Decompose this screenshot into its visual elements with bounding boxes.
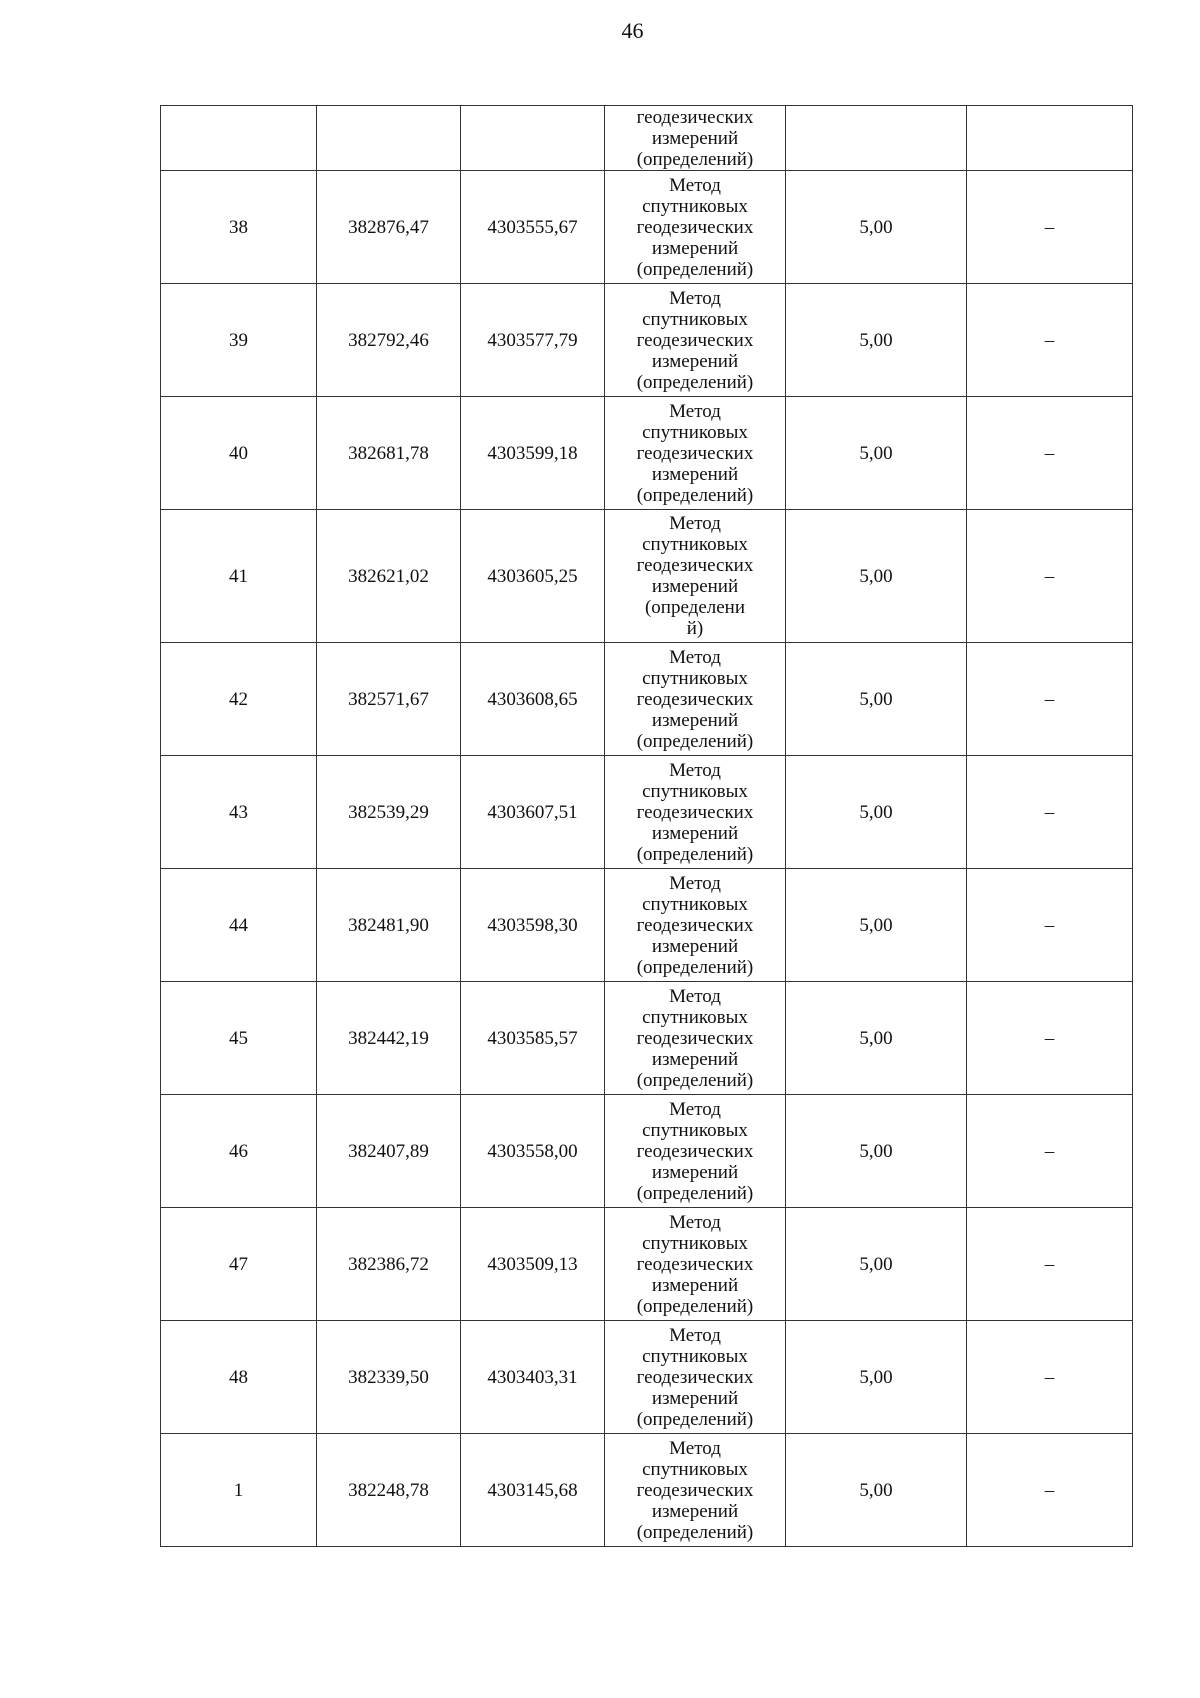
method-line: спутниковых bbox=[642, 1345, 748, 1367]
method-line: (определений) bbox=[636, 371, 754, 393]
point-number-cell: 43 bbox=[161, 756, 317, 869]
point-number-cell: 47 bbox=[161, 1208, 317, 1321]
accuracy-cell: 5,00 bbox=[786, 1434, 967, 1547]
x-coordinate-cell bbox=[317, 106, 461, 171]
method-line: спутниковых bbox=[642, 1458, 748, 1480]
method-line: Метод bbox=[669, 646, 721, 668]
method-line: измерений bbox=[651, 128, 739, 149]
method-line: измерений bbox=[651, 463, 739, 485]
method-line: Метод bbox=[669, 174, 721, 196]
method-line: измерений bbox=[651, 576, 739, 597]
note-cell: – bbox=[967, 982, 1133, 1095]
y-coordinate-cell: 4303599,18 bbox=[461, 397, 605, 510]
y-coordinate-cell: 4303555,67 bbox=[461, 171, 605, 284]
y-coordinate-cell: 4303577,79 bbox=[461, 284, 605, 397]
table-row bbox=[161, 1321, 1133, 1434]
method-line: измерений bbox=[651, 1161, 739, 1183]
x-coordinate-cell: 382792,46 bbox=[317, 284, 461, 397]
point-number-cell bbox=[161, 106, 317, 171]
x-coordinate-cell: 382339,50 bbox=[317, 1321, 461, 1434]
method-line: геодезических bbox=[636, 1366, 754, 1388]
method-cell bbox=[605, 1208, 786, 1321]
method-line: Метод bbox=[669, 287, 721, 309]
method-cell bbox=[605, 171, 786, 284]
method-line: геодезических bbox=[636, 216, 754, 238]
y-coordinate-cell: 4303509,13 bbox=[461, 1208, 605, 1321]
note-cell: – bbox=[967, 510, 1133, 643]
point-number-cell: 39 bbox=[161, 284, 317, 397]
method-line: геодезических bbox=[636, 555, 754, 576]
table-row bbox=[161, 982, 1133, 1095]
point-number-cell: 1 bbox=[161, 1434, 317, 1547]
method-line: геодезических bbox=[636, 801, 754, 823]
table-row bbox=[161, 171, 1133, 284]
method-line: (определений) bbox=[636, 956, 754, 978]
method-line: (определений) bbox=[636, 149, 754, 170]
note-cell bbox=[967, 106, 1133, 171]
x-coordinate-cell: 382442,19 bbox=[317, 982, 461, 1095]
method-line: (определений) bbox=[636, 1069, 754, 1091]
note-cell: – bbox=[967, 1208, 1133, 1321]
point-number-cell: 41 bbox=[161, 510, 317, 643]
accuracy-cell: 5,00 bbox=[786, 1321, 967, 1434]
method-line: Метод bbox=[669, 872, 721, 894]
point-number-cell: 40 bbox=[161, 397, 317, 510]
table-row bbox=[161, 397, 1133, 510]
method-line: измерений bbox=[651, 1387, 739, 1409]
method-line: спутниковых bbox=[642, 667, 748, 689]
point-number-cell: 48 bbox=[161, 1321, 317, 1434]
table-row-continued bbox=[161, 106, 1133, 171]
accuracy-cell bbox=[786, 106, 967, 171]
method-cell bbox=[605, 982, 786, 1095]
point-number-cell: 46 bbox=[161, 1095, 317, 1208]
table-row bbox=[161, 510, 1133, 643]
y-coordinate-cell: 4303145,68 bbox=[461, 1434, 605, 1547]
method-line: (определений) bbox=[636, 1295, 754, 1317]
method-line: геодезических bbox=[636, 1479, 754, 1501]
method-line: (определений) bbox=[636, 1182, 754, 1204]
note-cell: – bbox=[967, 869, 1133, 982]
note-cell: – bbox=[967, 171, 1133, 284]
method-line: спутниковых bbox=[642, 780, 748, 802]
accuracy-cell: 5,00 bbox=[786, 1208, 967, 1321]
accuracy-cell: 5,00 bbox=[786, 643, 967, 756]
method-cell bbox=[605, 1321, 786, 1434]
y-coordinate-cell: 4303598,30 bbox=[461, 869, 605, 982]
method-line: (определений) bbox=[636, 843, 754, 865]
method-cell bbox=[605, 643, 786, 756]
table-row bbox=[161, 1434, 1133, 1547]
x-coordinate-cell: 382248,78 bbox=[317, 1434, 461, 1547]
method-line: спутниковых bbox=[642, 534, 748, 555]
note-cell: – bbox=[967, 1321, 1133, 1434]
method-line: спутниковых bbox=[642, 1119, 748, 1141]
table-row bbox=[161, 284, 1133, 397]
method-cell bbox=[605, 756, 786, 869]
method-line: геодезических bbox=[636, 1140, 754, 1162]
accuracy-cell: 5,00 bbox=[786, 171, 967, 284]
method-line: измерений bbox=[651, 1274, 739, 1296]
method-line: геодезических bbox=[636, 442, 754, 464]
method-line: Метод bbox=[669, 1437, 721, 1459]
method-line: геодезических bbox=[636, 914, 754, 936]
method-cell bbox=[605, 1434, 786, 1547]
coordinates-table-body bbox=[161, 106, 1133, 1547]
x-coordinate-cell: 382571,67 bbox=[317, 643, 461, 756]
method-line: измерений bbox=[651, 237, 739, 259]
note-cell: – bbox=[967, 756, 1133, 869]
method-line: Метод bbox=[669, 1324, 721, 1346]
method-cell bbox=[605, 1095, 786, 1208]
x-coordinate-cell: 382407,89 bbox=[317, 1095, 461, 1208]
accuracy-cell: 5,00 bbox=[786, 982, 967, 1095]
note-cell: – bbox=[967, 1434, 1133, 1547]
y-coordinate-cell: 4303403,31 bbox=[461, 1321, 605, 1434]
method-line: Метод bbox=[669, 1098, 721, 1120]
accuracy-cell: 5,00 bbox=[786, 869, 967, 982]
accuracy-cell: 5,00 bbox=[786, 1095, 967, 1208]
y-coordinate-cell bbox=[461, 106, 605, 171]
method-line: (определений) bbox=[636, 1408, 754, 1430]
x-coordinate-cell: 382386,72 bbox=[317, 1208, 461, 1321]
point-number-cell: 45 bbox=[161, 982, 317, 1095]
method-line: измерений bbox=[651, 709, 739, 731]
y-coordinate-cell: 4303608,65 bbox=[461, 643, 605, 756]
method-line: й) bbox=[686, 618, 704, 639]
accuracy-cell: 5,00 bbox=[786, 397, 967, 510]
table-row bbox=[161, 643, 1133, 756]
accuracy-cell: 5,00 bbox=[786, 510, 967, 643]
method-line: (определений) bbox=[636, 1521, 754, 1543]
method-line: спутниковых bbox=[642, 1232, 748, 1254]
method-line: Метод bbox=[669, 400, 721, 422]
method-line: геодезических bbox=[636, 329, 754, 351]
method-line: измерений bbox=[651, 1500, 739, 1522]
note-cell: – bbox=[967, 1095, 1133, 1208]
y-coordinate-cell: 4303605,25 bbox=[461, 510, 605, 643]
x-coordinate-cell: 382539,29 bbox=[317, 756, 461, 869]
method-line: спутниковых bbox=[642, 421, 748, 443]
point-number-cell: 44 bbox=[161, 869, 317, 982]
table-row bbox=[161, 1095, 1133, 1208]
table-row bbox=[161, 869, 1133, 982]
method-line: геодезических bbox=[636, 1027, 754, 1049]
method-line: Метод bbox=[669, 759, 721, 781]
method-line: измерений bbox=[651, 1048, 739, 1070]
method-line: (определений) bbox=[636, 258, 754, 280]
y-coordinate-cell: 4303585,57 bbox=[461, 982, 605, 1095]
method-line: геодезических bbox=[636, 107, 754, 128]
method-cell bbox=[605, 397, 786, 510]
method-line: (определений) bbox=[636, 484, 754, 506]
method-line: геодезических bbox=[636, 1253, 754, 1275]
method-line: геодезических bbox=[636, 688, 754, 710]
table-row bbox=[161, 1208, 1133, 1321]
method-line: измерений bbox=[651, 822, 739, 844]
method-cell bbox=[605, 106, 786, 171]
method-line: (определени bbox=[644, 597, 746, 618]
y-coordinate-cell: 4303607,51 bbox=[461, 756, 605, 869]
table-row bbox=[161, 756, 1133, 869]
method-line: Метод bbox=[669, 985, 721, 1007]
method-line: измерений bbox=[651, 350, 739, 372]
x-coordinate-cell: 382481,90 bbox=[317, 869, 461, 982]
note-cell: – bbox=[967, 643, 1133, 756]
x-coordinate-cell: 382681,78 bbox=[317, 397, 461, 510]
method-line: (определений) bbox=[636, 730, 754, 752]
method-line: спутниковых bbox=[642, 308, 748, 330]
method-line: спутниковых bbox=[642, 1006, 748, 1028]
note-cell: – bbox=[967, 284, 1133, 397]
method-line: Метод bbox=[669, 513, 721, 534]
page-number: 46 bbox=[621, 18, 644, 43]
coordinates-table bbox=[160, 105, 1133, 1547]
method-cell bbox=[605, 284, 786, 397]
method-line: спутниковых bbox=[642, 195, 748, 217]
y-coordinate-cell: 4303558,00 bbox=[461, 1095, 605, 1208]
method-line: спутниковых bbox=[642, 893, 748, 915]
method-cell bbox=[605, 869, 786, 982]
accuracy-cell: 5,00 bbox=[786, 756, 967, 869]
method-cell bbox=[605, 510, 786, 643]
x-coordinate-cell: 382876,47 bbox=[317, 171, 461, 284]
accuracy-cell: 5,00 bbox=[786, 284, 967, 397]
x-coordinate-cell: 382621,02 bbox=[317, 510, 461, 643]
point-number-cell: 38 bbox=[161, 171, 317, 284]
point-number-cell: 42 bbox=[161, 643, 317, 756]
method-line: измерений bbox=[651, 935, 739, 957]
note-cell: – bbox=[967, 397, 1133, 510]
method-line: Метод bbox=[669, 1211, 721, 1233]
